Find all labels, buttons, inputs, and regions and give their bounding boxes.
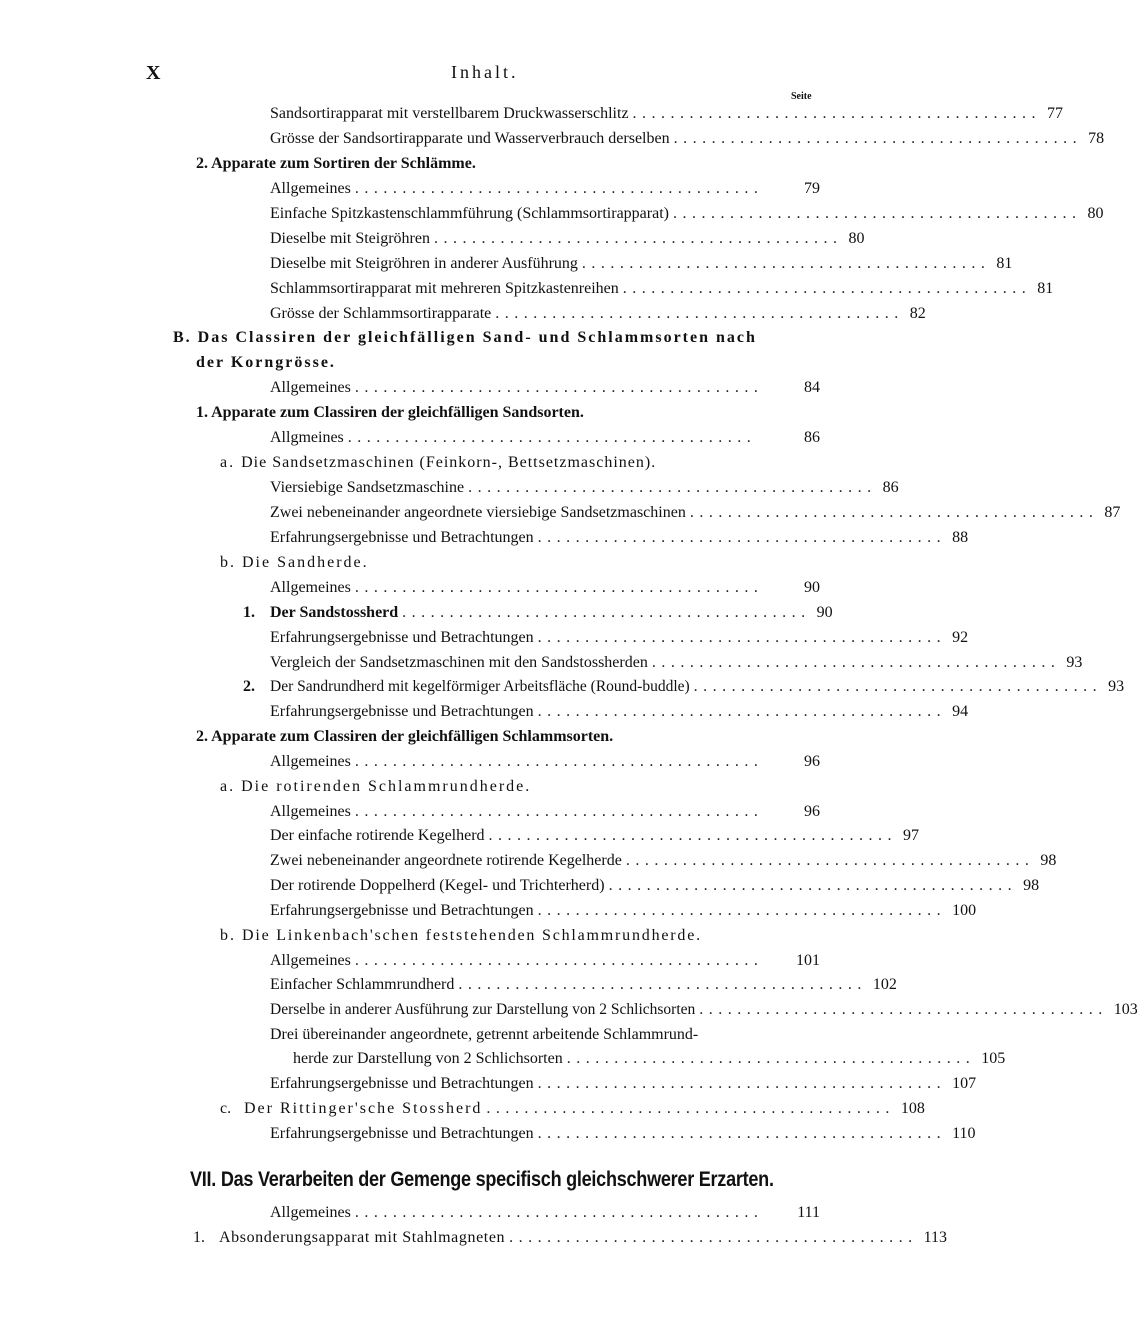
toc-heading-label: Die rotirenden Schlammrundherde. xyxy=(241,778,532,795)
toc-entry-label: Erfahrungsergebnisse und Betrachtungen xyxy=(270,1125,534,1142)
toc-entry xyxy=(270,675,1125,699)
toc-entry-label: Derselbe in anderer Ausführung zur Darstellung von 2 Schlichsorten xyxy=(270,1001,696,1018)
toc-entry-label: Der Rittinger'sche Stossherd xyxy=(244,1100,483,1117)
toc-prefix: a. xyxy=(220,778,236,795)
toc-entry-page: 98 xyxy=(1040,852,1057,869)
toc-subsection-heading xyxy=(196,401,820,425)
dot-leader: ........................................... xyxy=(354,180,764,197)
toc-entry-page: 96 xyxy=(804,803,820,820)
toc-entry-page: 80 xyxy=(848,230,865,247)
dot-leader: ........................................... xyxy=(488,827,898,844)
toc-entry-page: 105 xyxy=(981,1050,1006,1067)
toc-entry-label: Erfahrungsergebnisse und Betrachtungen xyxy=(270,902,534,919)
toc-entry xyxy=(270,750,820,774)
toc-prefix: 1. xyxy=(193,1229,205,1246)
toc-entry-label: Der Sandrundherd mit kegelförmiger Arbeitsfläche (Round-buddle) xyxy=(270,678,690,695)
toc-entry xyxy=(270,177,820,201)
toc-entry-label: Einfacher Schlammrundherd xyxy=(270,976,455,993)
toc-entry xyxy=(270,849,1057,873)
dot-leader: ........................................... xyxy=(537,902,947,919)
toc-entry xyxy=(270,252,1013,276)
toc-entry-page: 90 xyxy=(816,604,833,621)
toc-entry-page: 101 xyxy=(796,952,820,969)
toc-entry-label: Schlammsortirapparat mit mehreren Spitzkastenreihen xyxy=(270,280,619,297)
toc-entry-label: Der einfache rotirende Kegelherd xyxy=(270,827,485,844)
toc-entry-label: Viersiebige Sandsetzmaschine xyxy=(270,479,465,496)
dot-leader: ........................................... xyxy=(537,629,947,646)
dot-leader: ........................................... xyxy=(622,280,1032,297)
dot-leader: ........................................... xyxy=(354,803,764,820)
toc-entry-page: 87 xyxy=(1104,504,1121,521)
toc-entry-page: 81 xyxy=(996,255,1013,272)
toc-section-heading xyxy=(173,326,820,350)
toc-subsubsection-heading xyxy=(220,924,820,948)
toc-entry xyxy=(270,426,820,450)
toc-entry-label: Der Sandstossherd xyxy=(270,604,399,621)
toc-entry-label: Erfahrungsergebnisse und Betrachtungen xyxy=(270,529,534,546)
toc-entry-label: Grösse der Schlammsortirapparate xyxy=(270,305,492,322)
toc-heading-label: Apparate zum Classiren der gleichfälligen Sandsorten. xyxy=(211,404,584,421)
toc-entry-page: 108 xyxy=(900,1100,925,1117)
toc-entry-page: 82 xyxy=(909,305,926,322)
toc-entry-page: 93 xyxy=(1066,654,1083,671)
dot-leader: ........................................... xyxy=(566,1050,976,1067)
toc-heading-label: Die Sandsetzmaschinen (Feinkorn-, Bettsetzmaschinen). xyxy=(241,454,657,471)
toc-subsubsection-heading xyxy=(220,551,820,575)
toc-entry xyxy=(270,824,920,848)
toc-entry xyxy=(270,800,820,824)
toc-prefix: 2. xyxy=(196,155,208,172)
dot-leader: ........................................... xyxy=(672,205,1082,222)
toc-entry xyxy=(270,651,1083,675)
toc-entry-page: 103 xyxy=(1113,1001,1138,1018)
toc-entry-label: Allgemeines xyxy=(270,379,351,396)
toc-prefix: a. xyxy=(220,454,236,471)
toc-entry-page: 78 xyxy=(1088,130,1105,147)
toc-entry xyxy=(270,376,820,400)
dot-leader: ........................................... xyxy=(673,130,1083,147)
toc-entry-label: Allgmeines xyxy=(270,429,344,446)
dot-leader: ........................................... xyxy=(354,753,764,770)
toc-entry xyxy=(270,601,833,625)
dot-leader: ........................................... xyxy=(486,1100,895,1117)
toc-entry-page: 93 xyxy=(1108,678,1125,695)
dot-leader: ........................................... xyxy=(699,1001,1108,1018)
toc-entry-page: 102 xyxy=(872,976,897,993)
dot-leader: ........................................... xyxy=(689,504,1099,521)
toc-entry xyxy=(244,1097,925,1121)
dot-leader: ........................................... xyxy=(354,379,764,396)
toc-entry-label: Allgemeines xyxy=(270,1204,351,1221)
seite-column-label: Seite xyxy=(791,91,812,102)
toc-entry xyxy=(270,973,897,997)
toc-entry-page: 111 xyxy=(797,1204,820,1221)
toc-entry-page: 88 xyxy=(952,529,969,546)
section-vii-heading: VII. Das Verarbeiten der Gemenge specifisch gleichschwerer Erzarten. xyxy=(190,1168,774,1191)
toc-entry xyxy=(270,127,1105,151)
toc-entry-page: 94 xyxy=(952,703,969,720)
dot-leader: ........................................... xyxy=(433,230,843,247)
toc-entry-page: 97 xyxy=(903,827,920,844)
toc-entry-label: Allgemeines xyxy=(270,579,351,596)
toc-heading-label: der Korngrösse. xyxy=(196,354,336,371)
dot-leader: ........................................... xyxy=(402,604,811,621)
toc-entry-multiline xyxy=(270,1023,820,1047)
toc-entry-page: 90 xyxy=(804,579,820,596)
toc-entry xyxy=(270,1072,977,1096)
toc-entry-label: Absonderungsapparat mit Stahlmagneten xyxy=(219,1229,506,1246)
toc-prefix: 1. xyxy=(243,604,255,621)
toc-entry-label: Drei übereinander angeordnete, getrennt arbeitende Schlammrund- xyxy=(270,1026,699,1043)
toc-entry-label: herde zur Darstellung von 2 Schlichsorten xyxy=(293,1050,563,1067)
toc-entry xyxy=(270,476,899,500)
toc-entry xyxy=(270,501,1121,525)
toc-heading-label: Das Classiren der gleichfälligen Sand- und Schlammsorten nach xyxy=(197,329,757,346)
toc-entry-label: Allgemeines xyxy=(270,803,351,820)
dot-leader: ........................................... xyxy=(468,479,877,496)
toc-subsection-heading xyxy=(196,725,820,749)
toc-entry-label: Der rotirende Doppelherd (Kegel- und Trichterherd) xyxy=(270,877,605,894)
toc-entry-label: Dieselbe mit Steigröhren in anderer Ausführung xyxy=(270,255,578,272)
dot-leader: ........................................... xyxy=(458,976,867,993)
toc-entry-label: Vergleich der Sandsetzmaschinen mit den Sandstossherden xyxy=(270,654,648,671)
toc-entry-label: Sandsortirapparat mit verstellbarem Druckwasserschlitz xyxy=(270,105,629,122)
header-roman-numeral: X xyxy=(146,62,161,84)
toc-entry xyxy=(270,626,969,650)
header-title: Inhalt. xyxy=(451,62,519,82)
toc-entry-label: Erfahrungsergebnisse und Betrachtungen xyxy=(270,629,534,646)
dot-leader: ........................................... xyxy=(354,1204,764,1221)
toc-entry xyxy=(270,526,969,550)
toc-prefix: c. xyxy=(220,1100,232,1117)
toc-subsubsection-heading xyxy=(220,451,820,475)
toc-entry-label: Erfahrungsergebnisse und Betrachtungen xyxy=(270,1075,534,1092)
toc-entry-label: Erfahrungsergebnisse und Betrachtungen xyxy=(270,703,534,720)
dot-leader: ........................................... xyxy=(537,1075,947,1092)
toc-entry-page: 86 xyxy=(804,429,820,446)
toc-subsection-heading xyxy=(196,152,820,176)
toc-entry xyxy=(270,998,1138,1022)
dot-leader: ........................................... xyxy=(581,255,991,272)
toc-entry-page: 77 xyxy=(1047,105,1064,122)
dot-leader: ........................................... xyxy=(537,529,947,546)
toc-entry-page: 96 xyxy=(804,753,820,770)
toc-entry-page: 80 xyxy=(1087,205,1104,222)
toc-entry xyxy=(270,576,820,600)
toc-entry xyxy=(270,227,865,251)
toc-heading-continuation xyxy=(196,351,820,375)
toc-prefix: B. xyxy=(173,329,192,346)
toc-entry xyxy=(270,202,1104,226)
toc-entry-label: Zwei nebeneinander angeordnete rotirende Kegelherde xyxy=(270,852,622,869)
toc-entry xyxy=(270,1201,820,1225)
dot-leader: ........................................... xyxy=(632,105,1042,122)
toc-entry-page: 92 xyxy=(952,629,969,646)
toc-prefix: 2. xyxy=(196,728,208,745)
dot-leader: ........................................... xyxy=(537,1125,947,1142)
toc-entry xyxy=(270,302,926,326)
toc-entry-page: 113 xyxy=(923,1229,948,1246)
toc-entry-page: 86 xyxy=(882,479,899,496)
toc-heading-label: Die Sandherde. xyxy=(242,554,369,571)
toc-heading-label: Die Linkenbach'schen feststehenden Schlammrundherde. xyxy=(242,927,702,944)
toc-entry xyxy=(270,277,1054,301)
toc-entry-page: 98 xyxy=(1023,877,1040,894)
dot-leader: ........................................... xyxy=(693,678,1103,695)
toc-entry xyxy=(270,874,1040,898)
dot-leader: ........................................... xyxy=(625,852,1035,869)
toc-entry xyxy=(270,700,969,724)
dot-leader: ........................................... xyxy=(495,305,904,322)
toc-entry xyxy=(270,899,977,923)
toc-subsubsection-heading xyxy=(220,775,820,799)
toc-entry-page: 81 xyxy=(1037,280,1054,297)
toc-entry-page: 79 xyxy=(804,180,820,197)
toc-entry-page: 100 xyxy=(952,902,977,919)
toc-entry-label: Allgemeines xyxy=(270,180,351,197)
toc-entry-label: Grösse der Sandsortirapparate und Wasserverbrauch derselben xyxy=(270,130,670,147)
toc-entry-page: 84 xyxy=(804,379,820,396)
toc-entry-label: Allgemeines xyxy=(270,753,351,770)
toc-entry-label: Dieselbe mit Steigröhren xyxy=(270,230,430,247)
toc-heading-label: Apparate zum Classiren der gleichfälligen Schlammsorten. xyxy=(211,728,614,745)
toc-entry xyxy=(270,1122,976,1146)
toc-entry-label: Einfache Spitzkastenschlammführung (Schlammsortirapparat) xyxy=(270,205,669,222)
toc-prefix: b. xyxy=(220,927,236,944)
toc-prefix: 1. xyxy=(196,404,208,421)
toc-prefix: b. xyxy=(220,554,236,571)
toc-entry xyxy=(270,949,820,973)
dot-leader: ........................................... xyxy=(537,703,947,720)
toc-entry-page: 110 xyxy=(952,1125,976,1142)
toc-entry xyxy=(293,1047,1006,1071)
toc-heading-label: Apparate zum Sortiren der Schlämme. xyxy=(211,155,476,172)
dot-leader: ........................................... xyxy=(354,952,764,969)
toc-prefix: 2. xyxy=(243,678,255,695)
toc-entry-label: Allgemeines xyxy=(270,952,351,969)
toc-entry-label: Zwei nebeneinander angeordnete viersiebige Sandsetzmaschinen xyxy=(270,504,686,521)
dot-leader: ........................................... xyxy=(354,579,764,596)
toc-entry xyxy=(270,102,1064,126)
dot-leader: ........................................... xyxy=(608,877,1018,894)
toc-entry-page: 107 xyxy=(952,1075,977,1092)
dot-leader: ........................................... xyxy=(509,1229,918,1246)
dot-leader: ........................................... xyxy=(651,654,1061,671)
toc-entry xyxy=(219,1226,948,1250)
dot-leader: ........................................... xyxy=(347,429,757,446)
